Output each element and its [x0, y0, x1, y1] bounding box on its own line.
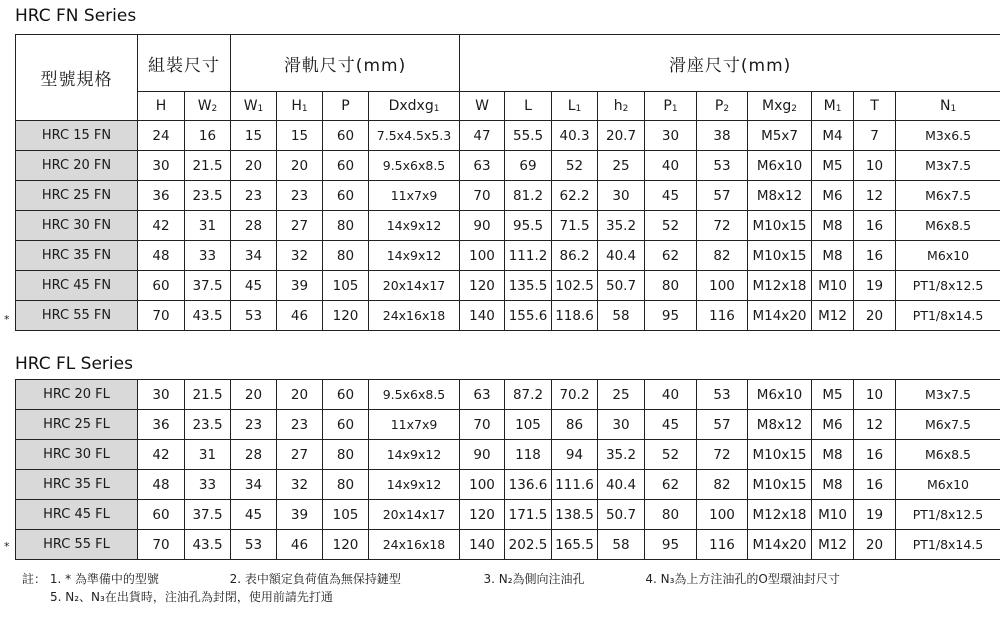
table-cell: 36 [138, 410, 185, 440]
table-row [16, 380, 1000, 410]
table-cell: 100 [460, 470, 505, 500]
table-cell: 48 [138, 470, 185, 500]
table-cell: 21.5 [185, 380, 231, 410]
table-cell: 35.2 [598, 440, 645, 470]
table-cell: 30 [598, 181, 645, 211]
table-cell: M8 [812, 470, 854, 500]
table-cell: 90 [460, 211, 505, 241]
table-cell: 45 [231, 500, 277, 530]
table-cell: 16 [854, 470, 896, 500]
table-row [16, 181, 1000, 211]
table-cell: 70 [138, 301, 185, 331]
table-cell: 16 [854, 440, 896, 470]
model-cell: HRC 55 FL [16, 530, 138, 560]
table-cell: 80 [323, 470, 369, 500]
table-cell: 24x16x18 [369, 301, 460, 331]
table-cell: 27 [277, 211, 323, 241]
table-cell: 138.5 [552, 500, 598, 530]
model-cell: HRC 30 FL [16, 440, 138, 470]
table-row [16, 440, 1000, 470]
col-t: T [854, 92, 896, 121]
table-cell: 136.6 [505, 470, 552, 500]
table-cell: M10 [812, 271, 854, 301]
table-cell: 102.5 [552, 271, 598, 301]
fn-prep-star: * [4, 313, 10, 326]
table-cell: 70 [460, 410, 505, 440]
table-cell: 43.5 [185, 530, 231, 560]
table-cell: 33 [185, 241, 231, 271]
table-cell: 155.6 [505, 301, 552, 331]
table-cell: 9.5x6x8.5 [369, 380, 460, 410]
table-cell: 70 [460, 181, 505, 211]
col-mxg2: Mxg$_2$ [748, 92, 812, 121]
table-cell: 19 [854, 271, 896, 301]
table-cell: M4 [812, 121, 854, 151]
table-cell: 60 [323, 151, 369, 181]
table-cell: 46 [277, 301, 323, 331]
table-cell: M8x12 [748, 181, 812, 211]
model-cell: HRC 45 FL [16, 500, 138, 530]
table-row [16, 500, 1000, 530]
col-n1: $N_1$ [896, 92, 1000, 121]
table-cell: 80 [645, 271, 697, 301]
block-group-header: 滑座尺寸(mm) [460, 35, 1000, 92]
table-cell: 33 [185, 470, 231, 500]
table-cell: 81.2 [505, 181, 552, 211]
col-p2: $P_2$ [697, 92, 748, 121]
table-cell: 57 [697, 410, 748, 440]
table-row [16, 241, 1000, 271]
table-cell: 202.5 [505, 530, 552, 560]
model-cell: HRC 30 FN [16, 211, 138, 241]
table-cell: 12 [854, 410, 896, 440]
table-cell: 14x9x12 [369, 470, 460, 500]
table-cell: 31 [185, 440, 231, 470]
table-cell: 111.6 [552, 470, 598, 500]
table-cell: 19 [854, 500, 896, 530]
table-cell: 135.5 [505, 271, 552, 301]
table-cell: 15 [231, 121, 277, 151]
table-cell: 63 [460, 380, 505, 410]
table-cell: M8x12 [748, 410, 812, 440]
note-5: 5. N₂、N₃在出貨時，注油孔為封閉，使用前請先打通 [50, 590, 333, 604]
table-cell: PT1/8x12.5 [896, 500, 1000, 530]
table-cell: 120 [323, 530, 369, 560]
table-cell: 53 [697, 151, 748, 181]
table-cell: 11x7x9 [369, 410, 460, 440]
table-cell: 58 [598, 530, 645, 560]
table-cell: M3x6.5 [896, 121, 1000, 151]
table-cell: 42 [138, 211, 185, 241]
model-cell: HRC 25 FL [16, 410, 138, 440]
table-cell: 25 [598, 151, 645, 181]
table-cell: 27 [277, 440, 323, 470]
table-cell: 32 [277, 470, 323, 500]
table-cell: 12 [854, 181, 896, 211]
table-cell: 10 [854, 380, 896, 410]
table-cell: 40 [645, 380, 697, 410]
table-cell: 52 [645, 211, 697, 241]
model-cell: HRC 15 FN [16, 121, 138, 151]
table-cell: 14x9x12 [369, 440, 460, 470]
table-cell: 9.5x6x8.5 [369, 151, 460, 181]
table-cell: 21.5 [185, 151, 231, 181]
table-cell: M5 [812, 151, 854, 181]
col-dxdxg1: Dxdxg$_1$ [369, 92, 460, 121]
table-cell: M6 [812, 410, 854, 440]
table-cell: M3x7.5 [896, 151, 1000, 181]
table-cell: 38 [697, 121, 748, 151]
table-cell: 31 [185, 211, 231, 241]
table-row [16, 301, 1000, 331]
fn-spec-table [15, 34, 1000, 331]
table-cell: 20x14x17 [369, 500, 460, 530]
table-cell: 46 [277, 530, 323, 560]
table-cell: 53 [231, 530, 277, 560]
table-cell: 140 [460, 301, 505, 331]
table-cell: 23 [277, 410, 323, 440]
fl-spec-table [15, 379, 1000, 560]
note-2: 2. 表中額定負荷值為無保持鏈型 [229, 572, 401, 586]
table-cell: 30 [138, 380, 185, 410]
table-cell: 24 [138, 121, 185, 151]
table-cell: 111.2 [505, 241, 552, 271]
col-w1: $W_1$ [231, 92, 277, 121]
table-cell: 55.5 [505, 121, 552, 151]
table-cell: 45 [231, 271, 277, 301]
table-row [16, 151, 1000, 181]
table-cell: 63 [460, 151, 505, 181]
table-cell: 60 [323, 410, 369, 440]
table-cell: M10x15 [748, 241, 812, 271]
table-cell: 53 [697, 380, 748, 410]
table-cell: 37.5 [185, 500, 231, 530]
table-cell: M5 [812, 380, 854, 410]
table-cell: 69 [505, 151, 552, 181]
model-header: 型號規格 [16, 35, 138, 121]
table-cell: M6x10 [748, 380, 812, 410]
table-cell: 20 [231, 380, 277, 410]
table-cell: M14x20 [748, 530, 812, 560]
table-cell: 11x7x9 [369, 181, 460, 211]
table-cell: 95 [645, 301, 697, 331]
table-cell: 42 [138, 440, 185, 470]
table-cell: M10x15 [748, 440, 812, 470]
table-cell: 45 [645, 410, 697, 440]
model-cell: HRC 25 FN [16, 181, 138, 211]
table-cell: 28 [231, 211, 277, 241]
table-cell: 57 [697, 181, 748, 211]
table-cell: 39 [277, 271, 323, 301]
table-cell: 140 [460, 530, 505, 560]
table-cell: 94 [552, 440, 598, 470]
table-cell: 165.5 [552, 530, 598, 560]
table-cell: 95.5 [505, 211, 552, 241]
table-cell: 62 [645, 470, 697, 500]
col-p1: $P_1$ [645, 92, 697, 121]
col-h2: $h_2$ [598, 92, 645, 121]
table-cell: 80 [645, 500, 697, 530]
table-cell: 14x9x12 [369, 211, 460, 241]
table-cell: 87.2 [505, 380, 552, 410]
table-cell: M12x18 [748, 500, 812, 530]
table-row [16, 121, 1000, 151]
table-cell: M14x20 [748, 301, 812, 331]
fn-series-title: HRC FN Series [15, 6, 137, 26]
table-cell: 34 [231, 241, 277, 271]
table-cell: 86 [552, 410, 598, 440]
model-cell: HRC 55 FN [16, 301, 138, 331]
table-cell: 50.7 [598, 500, 645, 530]
table-cell: 95 [645, 530, 697, 560]
assembly-group-header: 組裝尺寸 [138, 35, 231, 92]
table-cell: 100 [460, 241, 505, 271]
table-cell: 116 [697, 530, 748, 560]
table-cell: 16 [185, 121, 231, 151]
table-cell: M10x15 [748, 211, 812, 241]
table-cell: 39 [277, 500, 323, 530]
table-cell: 50.7 [598, 271, 645, 301]
table-cell: PT1/8x12.5 [896, 271, 1000, 301]
table-cell: 105 [323, 271, 369, 301]
model-cell: HRC 45 FN [16, 271, 138, 301]
table-cell: 43.5 [185, 301, 231, 331]
table-cell: 40.4 [598, 470, 645, 500]
table-cell: M6x7.5 [896, 181, 1000, 211]
table-cell: 24x16x18 [369, 530, 460, 560]
table-cell: 82 [697, 241, 748, 271]
table-cell: 116 [697, 301, 748, 331]
note-3: 3. N₂為側向注油孔 [483, 572, 585, 586]
model-cell: HRC 20 FN [16, 151, 138, 181]
table-cell: M12x18 [748, 271, 812, 301]
col-h1: $H_1$ [277, 92, 323, 121]
table-cell: 60 [138, 500, 185, 530]
table-cell: 60 [323, 181, 369, 211]
table-cell: 80 [323, 241, 369, 271]
table-cell: 71.5 [552, 211, 598, 241]
table-cell: 52 [552, 151, 598, 181]
table-cell: 36 [138, 181, 185, 211]
note-1: 1. * 為準備中的型號 [49, 572, 159, 586]
table-row [16, 211, 1000, 241]
table-cell: 58 [598, 301, 645, 331]
table-cell: M6x10 [748, 151, 812, 181]
col-p: P [323, 92, 369, 121]
table-cell: 25 [598, 380, 645, 410]
table-cell: 80 [323, 440, 369, 470]
table-cell: 15 [277, 121, 323, 151]
table-cell: 105 [505, 410, 552, 440]
table-cell: 20.7 [598, 121, 645, 151]
table-cell: 52 [645, 440, 697, 470]
col-h: H [138, 92, 185, 121]
table-cell: 16 [854, 241, 896, 271]
table-cell: 90 [460, 440, 505, 470]
table-cell: M8 [812, 440, 854, 470]
table-cell: 105 [323, 500, 369, 530]
table-cell: 60 [323, 121, 369, 151]
table-cell: 120 [460, 271, 505, 301]
col-l1: $L_1$ [552, 92, 598, 121]
model-cell: HRC 20 FL [16, 380, 138, 410]
table-row [16, 271, 1000, 301]
table-cell: 60 [323, 380, 369, 410]
table-cell: 7 [854, 121, 896, 151]
table-cell: 62.2 [552, 181, 598, 211]
table-cell: 171.5 [505, 500, 552, 530]
table-cell: M6x7.5 [896, 410, 1000, 440]
table-cell: PT1/8x14.5 [896, 530, 1000, 560]
table-cell: 20 [277, 151, 323, 181]
table-cell: M6x8.5 [896, 211, 1000, 241]
table-cell: 48 [138, 241, 185, 271]
table-cell: 100 [697, 500, 748, 530]
table-cell: 28 [231, 440, 277, 470]
table-cell: 7.5x4.5x5.3 [369, 121, 460, 151]
table-cell: M6 [812, 181, 854, 211]
fl-series-title: HRC FL Series [15, 354, 133, 374]
table-cell: 40.4 [598, 241, 645, 271]
table-cell: 20 [854, 301, 896, 331]
table-cell: 118 [505, 440, 552, 470]
table-cell: 30 [645, 121, 697, 151]
table-cell: 45 [645, 181, 697, 211]
table-cell: M12 [812, 301, 854, 331]
table-cell: 35.2 [598, 211, 645, 241]
table-cell: 37.5 [185, 271, 231, 301]
table-cell: 32 [277, 241, 323, 271]
table-cell: 20 [854, 530, 896, 560]
table-cell: M8 [812, 241, 854, 271]
table-cell: 72 [697, 211, 748, 241]
table-cell: 20 [231, 151, 277, 181]
notes-line-1 [22, 570, 840, 587]
table-cell: M6x10 [896, 470, 1000, 500]
table-row [16, 530, 1000, 560]
table-cell: 34 [231, 470, 277, 500]
table-cell: 30 [598, 410, 645, 440]
table-cell: 120 [460, 500, 505, 530]
table-cell: 118.6 [552, 301, 598, 331]
table-cell: 86.2 [552, 241, 598, 271]
table-cell: M3x7.5 [896, 380, 1000, 410]
table-cell: 60 [138, 271, 185, 301]
table-row [16, 410, 1000, 440]
note-4: 4. N₃為上方注油孔的O型環油封尺寸 [645, 572, 840, 586]
col-w2: $W_2$ [185, 92, 231, 121]
table-cell: 30 [138, 151, 185, 181]
table-cell: M12 [812, 530, 854, 560]
col-m1: $M_1$ [812, 92, 854, 121]
table-cell: 53 [231, 301, 277, 331]
table-cell: 23.5 [185, 410, 231, 440]
table-cell: 72 [697, 440, 748, 470]
table-cell: 10 [854, 151, 896, 181]
table-cell: 120 [323, 301, 369, 331]
table-cell: 70.2 [552, 380, 598, 410]
table-cell: 82 [697, 470, 748, 500]
rail-group-header: 滑軌尺寸(mm) [231, 35, 460, 92]
table-cell: 40.3 [552, 121, 598, 151]
table-cell: 14x9x12 [369, 241, 460, 271]
notes-prefix: 註： [22, 572, 47, 586]
table-cell: 62 [645, 241, 697, 271]
table-cell: M10 [812, 500, 854, 530]
fl-prep-star: * [4, 540, 10, 553]
table-cell: M5x7 [748, 121, 812, 151]
notes-line-2 [50, 588, 333, 605]
table-cell: M6x10 [896, 241, 1000, 271]
table-cell: M6x8.5 [896, 440, 1000, 470]
table-cell: 47 [460, 121, 505, 151]
table-cell: 20x14x17 [369, 271, 460, 301]
col-l: L [505, 92, 552, 121]
table-cell: 23 [231, 410, 277, 440]
table-cell: 100 [697, 271, 748, 301]
table-cell: 23 [277, 181, 323, 211]
model-cell: HRC 35 FL [16, 470, 138, 500]
table-cell: 70 [138, 530, 185, 560]
col-w: W [460, 92, 505, 121]
table-cell: M8 [812, 211, 854, 241]
table-cell: 80 [323, 211, 369, 241]
table-row [16, 470, 1000, 500]
table-cell: M10x15 [748, 470, 812, 500]
table-cell: PT1/8x14.5 [896, 301, 1000, 331]
table-cell: 40 [645, 151, 697, 181]
model-cell: HRC 35 FN [16, 241, 138, 271]
table-cell: 16 [854, 211, 896, 241]
table-cell: 23.5 [185, 181, 231, 211]
table-cell: 23 [231, 181, 277, 211]
table-cell: 20 [277, 380, 323, 410]
